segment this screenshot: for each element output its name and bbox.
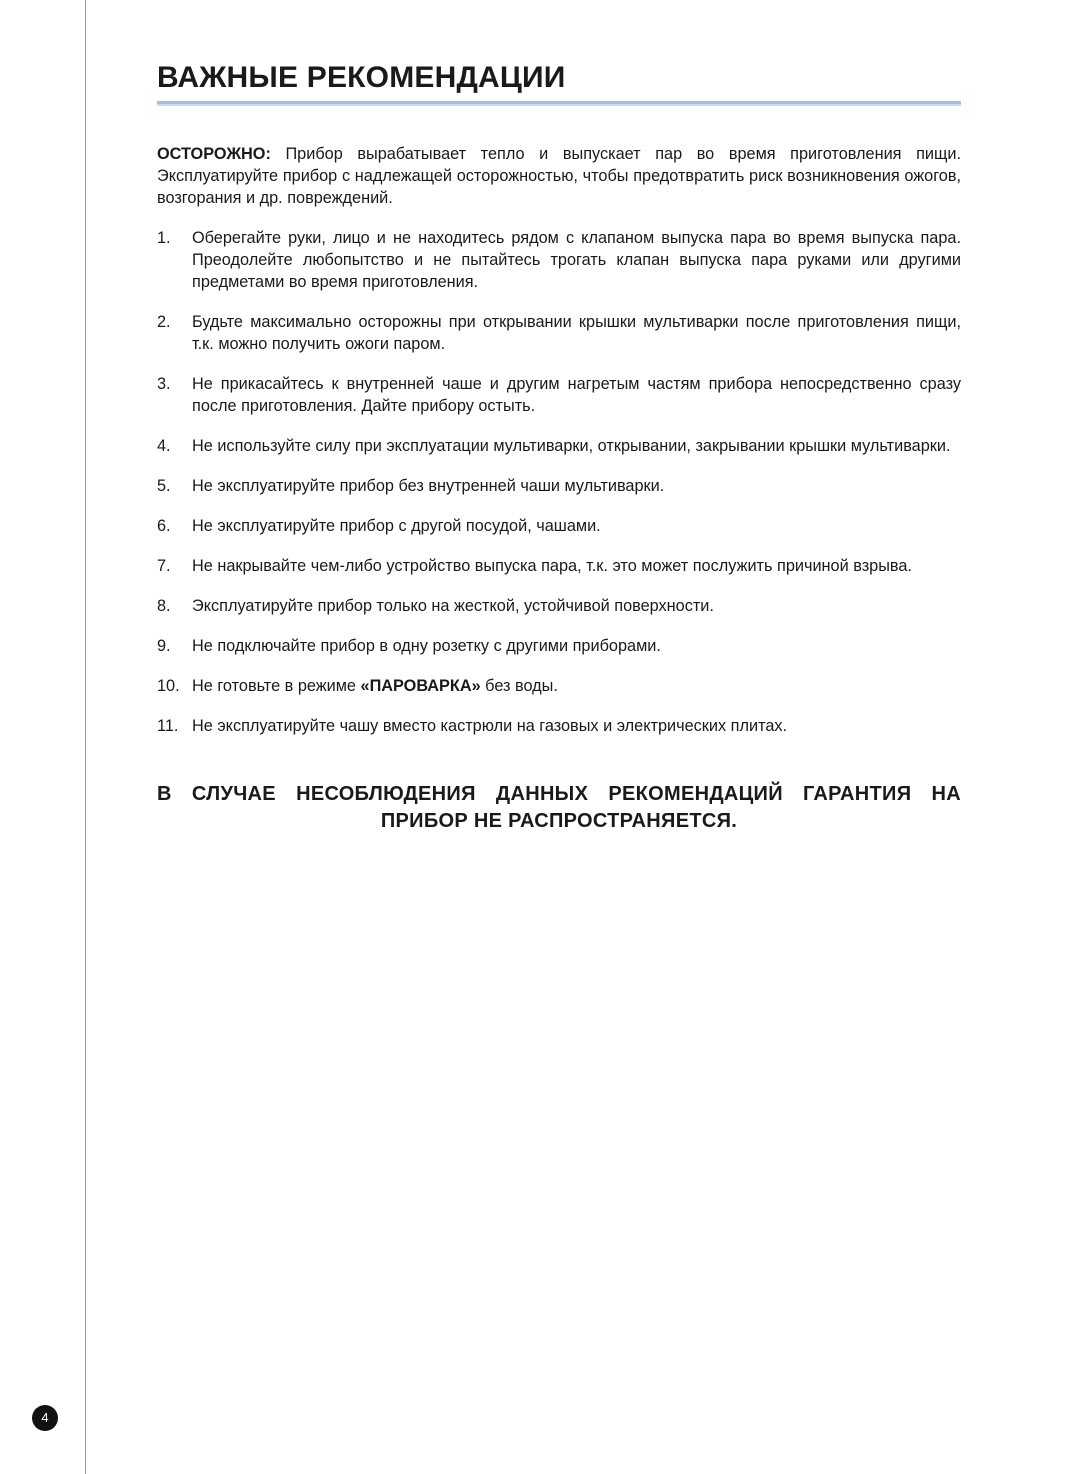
title-underline bbox=[157, 101, 961, 106]
list-item-text: Эксплуатируйте прибор только на жесткой, устойчивой поверхности. bbox=[192, 597, 714, 615]
list-item-number: 10. bbox=[157, 677, 180, 695]
page-margin-line bbox=[85, 0, 86, 1474]
list-item bbox=[157, 475, 961, 497]
list-item-text-before: Не готовьте в режиме bbox=[192, 677, 361, 695]
caution-label: ОСТОРОЖНО: bbox=[157, 145, 271, 163]
caution-paragraph bbox=[157, 143, 961, 209]
list-item bbox=[157, 635, 961, 657]
list-item-text: Не эксплуатируйте прибор с другой посудой, чашами. bbox=[192, 517, 601, 535]
list-item bbox=[157, 675, 961, 697]
list-item-text: Будьте максимально осторожны при открывании крышки мультиварки после приготовления пищи, т.к. можно получить ожоги паром. bbox=[192, 313, 961, 353]
list-item-text: Оберегайте руки, лицо и не находитесь рядом с клапаном выпуска пара во время выпуска пара. Преодолейте любопытство и не пытайтесь трогать клапан выпуска пара руками или другими предметами во время приготовления. bbox=[192, 229, 961, 291]
list-item bbox=[157, 227, 961, 293]
list-item-text: Не эксплуатируйте чашу вместо кастрюли на газовых и электрических плитах. bbox=[192, 717, 788, 735]
list-item bbox=[157, 715, 961, 737]
list-item bbox=[157, 435, 961, 457]
list-item-number: 11. bbox=[157, 717, 179, 735]
list-item-number: 2. bbox=[157, 313, 171, 331]
list-item-number: 4. bbox=[157, 437, 171, 455]
list-item-number: 8. bbox=[157, 597, 171, 615]
recommendations-list bbox=[157, 227, 961, 737]
list-item-number: 7. bbox=[157, 557, 171, 575]
list-item-text: Не накрывайте чем-либо устройство выпуска пара, т.к. это может послужить причиной взрыва. bbox=[192, 557, 912, 575]
page-number-badge: 4 bbox=[32, 1405, 58, 1431]
caution-text: Прибор вырабатывает тепло и выпускает пар во время приготовления пищи. Эксплуатируйте прибор с надлежащей осторожностью, чтобы предотвратить риск возникновения ожогов, возгорания и др. повреждений. bbox=[157, 145, 961, 207]
list-item-text: Не эксплуатируйте прибор без внутренней чаши мультиварки. bbox=[192, 477, 665, 495]
list-item bbox=[157, 515, 961, 537]
list-item bbox=[157, 373, 961, 417]
list-item-number: 3. bbox=[157, 375, 171, 393]
list-item-text-after: без воды. bbox=[480, 677, 558, 695]
warranty-notice bbox=[157, 781, 961, 835]
list-item-text: Не подключайте прибор в одну розетку с другими приборами. bbox=[192, 637, 661, 655]
list-item bbox=[157, 311, 961, 355]
list-item-number: 9. bbox=[157, 637, 171, 655]
page-title: ВАЖНЫЕ РЕКОМЕНДАЦИИ bbox=[157, 61, 566, 94]
list-item bbox=[157, 595, 961, 617]
warranty-notice-line-2: ПРИБОР НЕ РАСПРОСТРАНЯЕТСЯ. bbox=[380, 810, 738, 832]
page-content bbox=[157, 58, 961, 835]
list-item-text bbox=[192, 675, 961, 697]
list-item-text: Не прикасайтесь к внутренней чаше и другим нагретым частям прибора непосредственно сразу после приготовления. Дайте прибору остыть. bbox=[192, 375, 961, 415]
list-item-number: 5. bbox=[157, 477, 171, 495]
list-item-number: 1. bbox=[157, 229, 171, 247]
list-item-number: 6. bbox=[157, 517, 171, 535]
list-item bbox=[157, 555, 961, 577]
list-item-text: Не используйте силу при эксплуатации мультиварки, открывании, закрывании крышки мультиварки. bbox=[192, 437, 951, 455]
mode-name-steamer: «ПАРОВАРКА» bbox=[360, 677, 481, 695]
warranty-notice-line-1: В СЛУЧАЕ НЕСОБЛЮДЕНИЯ ДАННЫХ РЕКОМЕНДАЦИЙ ГАРАНТИЯ НА bbox=[157, 783, 961, 805]
